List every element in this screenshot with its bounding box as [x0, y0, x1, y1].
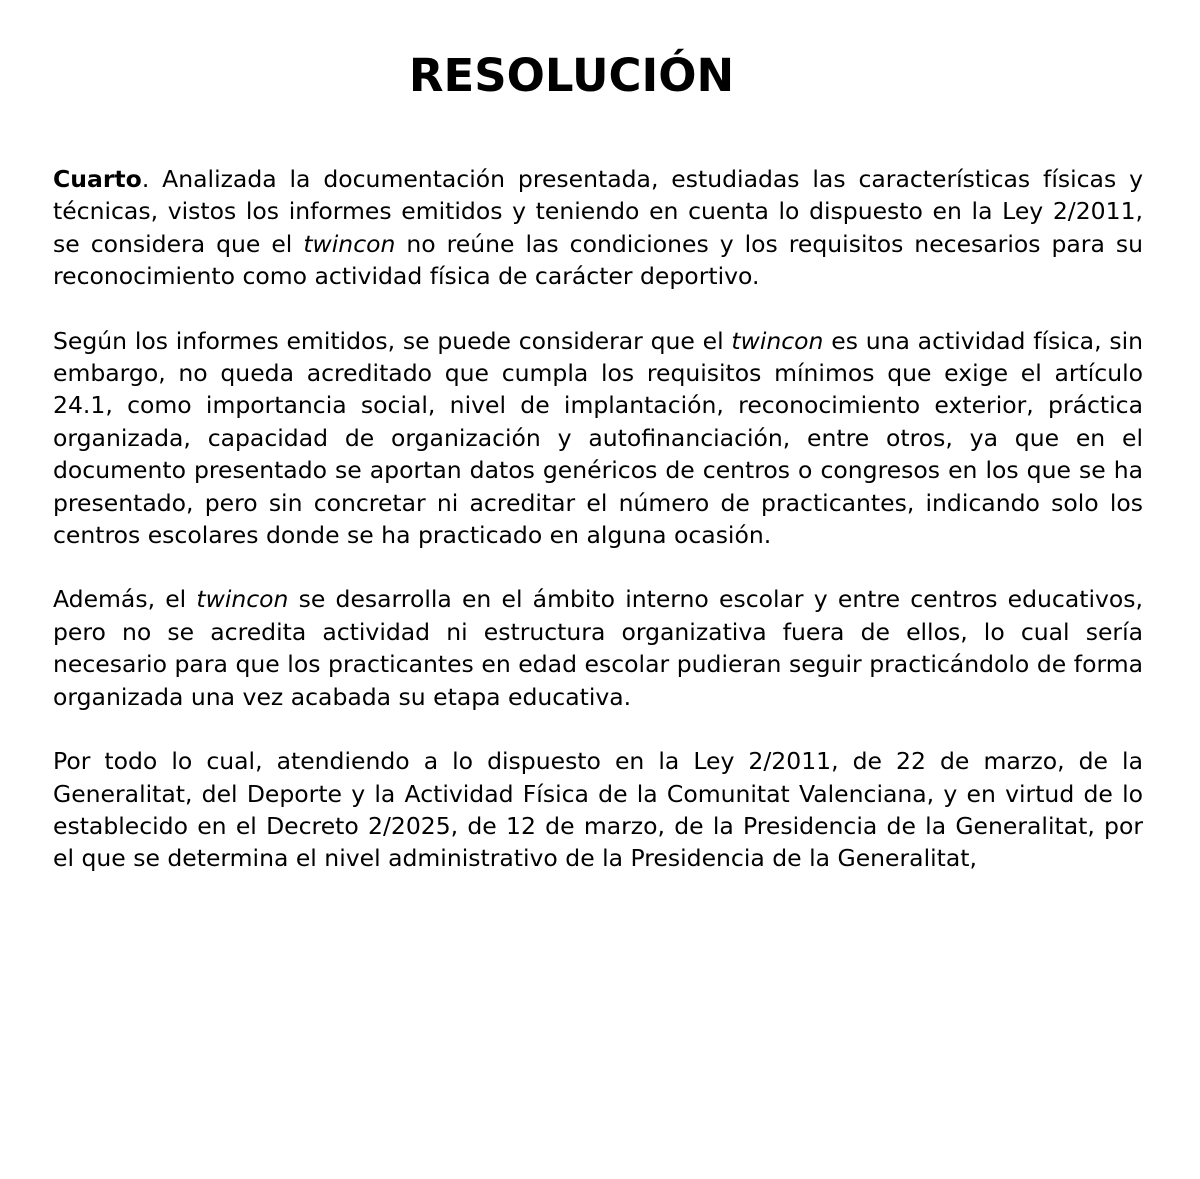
document-body [53, 163, 1143, 875]
paragraph-text: Según los informes emitidos, se puede considerar que el [53, 326, 732, 355]
paragraph-text: es una actividad física, sin embargo, no queda acreditado que cumpla los requisitos mínimos que exige el artículo 24.1, como importancia social, nivel de implantación, reconocimiento exterior, práctica organizada, capacidad de organización y autofinanciación, entre otros, ya que en el documento presentado se aportan datos genéricos de centros o congresos en los que se ha presentado, pero sin concretar ni acreditar el número de practicantes, indicando solo los centros escolares donde se ha practicado en alguna ocasión. [53, 326, 1143, 550]
paragraph-text: . Analizada la documentación presentada, estudiadas las características físicas y técnicas, vistos los informes emitidos y teniendo en cuenta lo dispuesto en la Ley 2/2011, se considera que el [53, 165, 1143, 258]
term-twincon: twincon [303, 229, 396, 258]
paragraph-lead-cuarto: Cuarto [53, 165, 142, 193]
document-title: RESOLUCIÓN [408, 49, 735, 102]
term-twincon: twincon [196, 585, 289, 614]
paragraph-text: no reúne las condiciones y los requisitos necesarios para su reconocimiento como actividad física de carácter deportivo. [53, 229, 1143, 291]
paragraph-text: Además, el [53, 585, 197, 614]
paragraph-por-todo: Por todo lo cual, atendiendo a lo dispuesto en la Ley 2/2011, de 22 de marzo, de la Generalitat, del Deporte y la Actividad Física de la Comunitat Valenciana, y en virtud de lo establecido en el Decreto 2/2025, de 12 de marzo, de la Presidencia de la Generalitat, por el que se determina el nivel administrativo de la Presidencia de la Generalitat, [53, 747, 1143, 873]
paragraph-cuarto [53, 163, 1143, 293]
term-twincon: twincon [731, 326, 824, 355]
paragraph-informes [53, 325, 1143, 552]
paragraph-ademas [53, 583, 1143, 713]
paragraph-text: se desarrolla en el ámbito interno escolar y entre centros educativos, pero no se acredita actividad ni estructura organizativa fuera de ellos, lo cual sería necesario para que los practicantes en edad escolar pudieran seguir practicándolo de forma organizada una vez acabada su etapa educativa. [53, 585, 1143, 711]
